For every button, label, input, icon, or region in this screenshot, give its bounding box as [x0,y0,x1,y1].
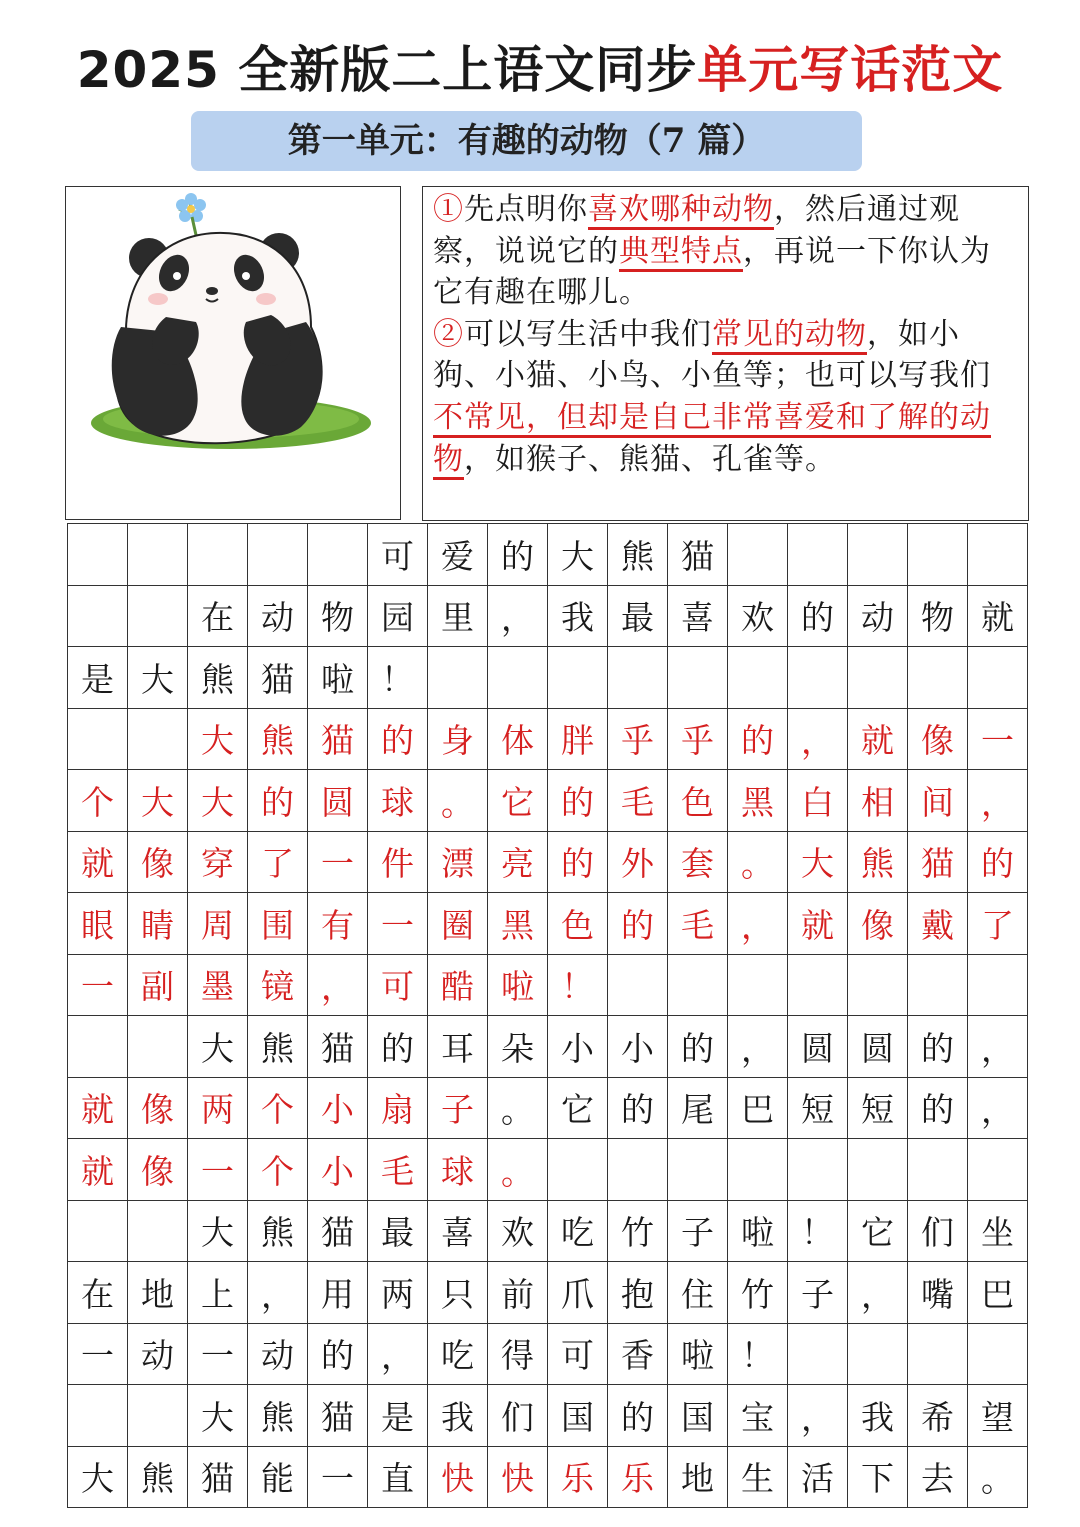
grid-cell: 喜 [428,1201,488,1263]
grid-cell: 猫 [308,1385,368,1447]
page-title [0,30,1080,110]
grid-cell: 我 [548,586,608,648]
grid-cell: 熊 [248,1385,308,1447]
grid-cell: 毛 [668,893,728,955]
tip-1-highlight-2: 典型特点 [619,234,743,272]
grid-cell: 小 [308,1078,368,1140]
grid-cell [68,586,128,648]
grid-cell [68,1016,128,1078]
grid-cell: 色 [668,770,728,832]
grid-cell: 的 [608,1078,668,1140]
grid-cell: 动 [248,586,308,648]
grid-cell: 有 [308,893,368,955]
grid-cell: 的 [728,709,788,771]
grid-cell: 动 [128,1324,188,1386]
grid-cell: 大 [188,709,248,771]
grid-cell: 一 [308,1447,368,1509]
tip-2-highlight-1: 常见的动物 [712,317,867,355]
grid-cell: 。 [968,1447,1028,1509]
grid-cell: ， [368,1324,428,1386]
grid-cell: 大 [128,647,188,709]
grid-cell: 可 [368,955,428,1017]
tip-2 [433,314,1018,480]
grid-cell [428,647,488,709]
grid-cell [68,524,128,586]
grid-cell: 围 [248,893,308,955]
grid-cell: 短 [788,1078,848,1140]
grid-cell: 色 [548,893,608,955]
grid-cell: 的 [368,1016,428,1078]
grid-cell: 最 [368,1201,428,1263]
essay-writing-grid [67,523,1028,1508]
grid-cell: 爱 [428,524,488,586]
unit-subtitle: 第一单元：有趣的动物（7 篇） [191,111,862,171]
grid-cell: 国 [548,1385,608,1447]
grid-cell: ， [308,955,368,1017]
grid-cell: 我 [428,1385,488,1447]
grid-cell [788,1324,848,1386]
grid-cell: 就 [848,709,908,771]
grid-cell: 乎 [668,709,728,771]
grid-cell: 得 [488,1324,548,1386]
grid-cell [728,1139,788,1201]
grid-cell: 黑 [488,893,548,955]
grid-cell: 快 [428,1447,488,1509]
grid-cell: 圆 [788,1016,848,1078]
grid-cell: 戴 [908,893,968,955]
grid-cell [908,1324,968,1386]
title-red: 单元写话范文 [697,41,1004,99]
grid-cell: 圆 [308,770,368,832]
grid-cell: 的 [908,1078,968,1140]
grid-cell: 它 [848,1201,908,1263]
grid-cell: 里 [428,586,488,648]
grid-cell: 抱 [608,1262,668,1324]
grid-cell [908,524,968,586]
grid-cell: 毛 [608,770,668,832]
grid-cell: 。 [428,770,488,832]
grid-cell: 巴 [728,1078,788,1140]
grid-cell: 小 [308,1139,368,1201]
grid-cell [68,1385,128,1447]
grid-cell: 外 [608,832,668,894]
grid-cell: 直 [368,1447,428,1509]
grid-cell: 短 [848,1078,908,1140]
grid-cell: 的 [548,770,608,832]
grid-cell: 欢 [728,586,788,648]
grid-cell: 竹 [608,1201,668,1263]
grid-cell: 是 [368,1385,428,1447]
grid-cell [128,586,188,648]
grid-cell: 像 [908,709,968,771]
grid-cell: 猫 [908,832,968,894]
grid-cell [728,955,788,1017]
grid-cell: 了 [968,893,1028,955]
grid-cell: ！ [728,1324,788,1386]
grid-cell: 希 [908,1385,968,1447]
grid-cell: 圆 [848,1016,908,1078]
grid-cell: ！ [548,955,608,1017]
grid-cell [128,524,188,586]
tip-1-text-c: ，再说一下你认为它有趣在哪儿。 [433,233,991,311]
grid-cell: 巴 [968,1262,1028,1324]
grid-cell: ， [968,770,1028,832]
grid-cell: 下 [848,1447,908,1509]
grid-cell [848,955,908,1017]
grid-cell: 一 [188,1139,248,1201]
grid-cell [68,709,128,771]
grid-cell [188,524,248,586]
grid-cell [308,524,368,586]
grid-cell: 就 [968,586,1028,648]
grid-cell: 穿 [188,832,248,894]
grid-cell: 子 [788,1262,848,1324]
grid-cell: 两 [188,1078,248,1140]
grid-cell: 的 [488,524,548,586]
grid-cell: 。 [488,1139,548,1201]
grid-cell [908,647,968,709]
grid-cell: ， [728,893,788,955]
grid-cell [488,647,548,709]
grid-cell [788,524,848,586]
grid-cell: 耳 [428,1016,488,1078]
grid-cell [668,1139,728,1201]
grid-cell: 一 [968,709,1028,771]
grid-cell: 猫 [308,1201,368,1263]
grid-cell [848,1324,908,1386]
grid-cell: 的 [368,709,428,771]
tip-2-text-b: ，如小狗、小猫、小鸟、小鱼等；也可以写我们 [433,316,991,394]
illustration-frame [65,186,401,520]
grid-cell: 香 [608,1324,668,1386]
grid-cell: ， [968,1016,1028,1078]
grid-cell: ， [248,1262,308,1324]
grid-cell: 大 [188,770,248,832]
grid-cell [848,1139,908,1201]
grid-cell: 们 [488,1385,548,1447]
grid-cell [908,955,968,1017]
grid-cell: 它 [488,770,548,832]
tip-2-number: ② [433,316,464,352]
grid-cell: 。 [728,832,788,894]
grid-cell: 大 [188,1385,248,1447]
grid-cell: 。 [488,1078,548,1140]
grid-cell: 尾 [668,1078,728,1140]
grid-cell: 一 [368,893,428,955]
grid-cell: 球 [428,1139,488,1201]
grid-cell: 吃 [548,1201,608,1263]
grid-cell: 一 [68,1324,128,1386]
grid-cell: 周 [188,893,248,955]
grid-cell: 的 [308,1324,368,1386]
grid-cell: 最 [608,586,668,648]
grid-cell: 熊 [248,1016,308,1078]
grid-cell: 我 [848,1385,908,1447]
grid-cell: ！ [788,1201,848,1263]
grid-cell [728,647,788,709]
grid-cell: 大 [548,524,608,586]
grid-cell: 大 [188,1201,248,1263]
grid-cell: 动 [248,1324,308,1386]
grid-cell: 熊 [248,709,308,771]
grid-cell: 胖 [548,709,608,771]
grid-cell: 乎 [608,709,668,771]
grid-cell [608,647,668,709]
grid-cell: 圈 [428,893,488,955]
grid-cell: 的 [908,1016,968,1078]
grid-cell: 上 [188,1262,248,1324]
grid-cell: 一 [68,955,128,1017]
grid-cell: 就 [68,1139,128,1201]
grid-cell [128,1016,188,1078]
grid-cell: 地 [668,1447,728,1509]
grid-cell: 大 [788,832,848,894]
grid-cell: 动 [848,586,908,648]
grid-cell: 个 [68,770,128,832]
grid-cell: 个 [248,1139,308,1201]
tip-1-highlight-1: 喜欢哪种动物 [588,192,774,230]
grid-cell [248,524,308,586]
grid-cell: 的 [968,832,1028,894]
grid-cell: 黑 [728,770,788,832]
grid-cell: 物 [308,586,368,648]
grid-cell [68,1201,128,1263]
grid-cell: 乐 [548,1447,608,1509]
grid-cell: 毛 [368,1139,428,1201]
grid-cell [848,524,908,586]
grid-cell: 像 [128,1139,188,1201]
grid-cell: 就 [68,1078,128,1140]
grid-cell: 镜 [248,955,308,1017]
grid-cell: 大 [188,1016,248,1078]
grid-cell: 子 [428,1078,488,1140]
grid-cell [848,647,908,709]
tip-1-text-b: ，然后通过观察，说说它的 [433,192,960,269]
grid-cell: 猫 [308,1016,368,1078]
grid-cell: 子 [668,1201,728,1263]
grid-cell [548,647,608,709]
grid-cell: 体 [488,709,548,771]
grid-cell: ， [968,1078,1028,1140]
grid-cell: 大 [128,770,188,832]
grid-cell: 就 [788,893,848,955]
grid-cell: 啦 [668,1324,728,1386]
grid-cell: 朵 [488,1016,548,1078]
grid-cell: 熊 [608,524,668,586]
grid-cell: 们 [908,1201,968,1263]
grid-cell: 亮 [488,832,548,894]
grid-cell: 墨 [188,955,248,1017]
grid-cell: 嘴 [908,1262,968,1324]
grid-cell: 活 [788,1447,848,1509]
grid-cell: 熊 [188,647,248,709]
grid-cell [728,524,788,586]
grid-cell: 睛 [128,893,188,955]
grid-cell: 坐 [968,1201,1028,1263]
grid-cell: 间 [908,770,968,832]
grid-cell: 猫 [668,524,728,586]
grid-cell: 副 [128,955,188,1017]
grid-cell: 就 [68,832,128,894]
grid-cell: 熊 [128,1447,188,1509]
grid-cell: 两 [368,1262,428,1324]
grid-cell: 竹 [728,1262,788,1324]
grid-cell: 白 [788,770,848,832]
grid-cell: 小 [548,1016,608,1078]
grid-cell [968,1324,1028,1386]
grid-cell: 物 [908,586,968,648]
title-black: 2025 全新版二上语文同步 [76,41,698,99]
grid-cell [968,1139,1028,1201]
grid-cell [968,647,1028,709]
grid-cell: 大 [68,1447,128,1509]
grid-cell: 吃 [428,1324,488,1386]
grid-cell [548,1139,608,1201]
grid-cell: 可 [368,524,428,586]
grid-cell: 在 [188,586,248,648]
grid-cell: 的 [548,832,608,894]
grid-cell: 套 [668,832,728,894]
tip-2-text-a: 可以写生活中我们 [464,316,712,352]
grid-cell: 啦 [308,647,368,709]
grid-cell [608,1139,668,1201]
grid-cell [128,1385,188,1447]
tip-2-text-c: ，如猴子、熊猫、孔雀等。 [464,441,836,477]
grid-cell: 啦 [488,955,548,1017]
grid-cell: 用 [308,1262,368,1324]
grid-cell: 是 [68,647,128,709]
grid-cell: 像 [128,1078,188,1140]
grid-cell: 的 [788,586,848,648]
grid-cell [908,1139,968,1201]
grid-cell: 一 [308,832,368,894]
grid-cell [968,955,1028,1017]
grid-cell [788,647,848,709]
grid-cell [668,647,728,709]
grid-cell: 地 [128,1262,188,1324]
grid-cell [788,1139,848,1201]
grid-cell: 身 [428,709,488,771]
grid-cell: 小 [608,1016,668,1078]
grid-cell [968,524,1028,586]
grid-cell [608,955,668,1017]
grid-cell: 一 [188,1324,248,1386]
grid-cell: 了 [248,832,308,894]
grid-cell: 能 [248,1447,308,1509]
grid-cell: ， [788,1385,848,1447]
grid-cell: ， [488,586,548,648]
grid-cell: 眼 [68,893,128,955]
grid-cell: 漂 [428,832,488,894]
grid-cell: 个 [248,1078,308,1140]
grid-cell: 猫 [188,1447,248,1509]
grid-cell: 相 [848,770,908,832]
grid-cell: 的 [608,893,668,955]
grid-cell: 住 [668,1262,728,1324]
grid-cell: ， [848,1262,908,1324]
grid-cell: ， [728,1016,788,1078]
tip-2-highlight-2: 不常见，但却是自己非常喜爱和了解的动物 [433,400,991,480]
grid-cell: ！ [368,647,428,709]
grid-cell: 在 [68,1262,128,1324]
grid-cell: 爪 [548,1262,608,1324]
grid-cell: 像 [848,893,908,955]
grid-cell: 可 [548,1324,608,1386]
grid-cell: 它 [548,1078,608,1140]
grid-cell: 去 [908,1447,968,1509]
grid-cell: 欢 [488,1201,548,1263]
grid-cell: 扇 [368,1078,428,1140]
grid-cell: 像 [128,832,188,894]
grid-cell: 望 [968,1385,1028,1447]
grid-cell: 啦 [728,1201,788,1263]
grid-cell [128,709,188,771]
grid-cell: 国 [668,1385,728,1447]
grid-cell: 宝 [728,1385,788,1447]
grid-cell: 猫 [248,647,308,709]
grid-cell: 的 [608,1385,668,1447]
grid-cell: ， [788,709,848,771]
grid-cell [128,1201,188,1263]
grid-cell: 熊 [248,1201,308,1263]
grid-cell: 的 [668,1016,728,1078]
tip-1 [433,189,1018,314]
panda-illustration-icon [66,187,399,518]
grid-cell: 的 [248,770,308,832]
grid-cell: 前 [488,1262,548,1324]
grid-cell: 件 [368,832,428,894]
grid-cell: 园 [368,586,428,648]
grid-cell [788,955,848,1017]
grid-cell [668,955,728,1017]
grid-cell: 熊 [848,832,908,894]
grid-cell: 只 [428,1262,488,1324]
tip-1-number: ① [433,192,464,227]
grid-cell: 生 [728,1447,788,1509]
grid-cell: 喜 [668,586,728,648]
grid-cell: 乐 [608,1447,668,1509]
writing-tips [422,186,1029,521]
grid-cell: 快 [488,1447,548,1509]
grid-cell: 猫 [308,709,368,771]
tip-1-text-a: 先点明你 [464,192,588,227]
grid-cell: 酷 [428,955,488,1017]
grid-cell: 球 [368,770,428,832]
